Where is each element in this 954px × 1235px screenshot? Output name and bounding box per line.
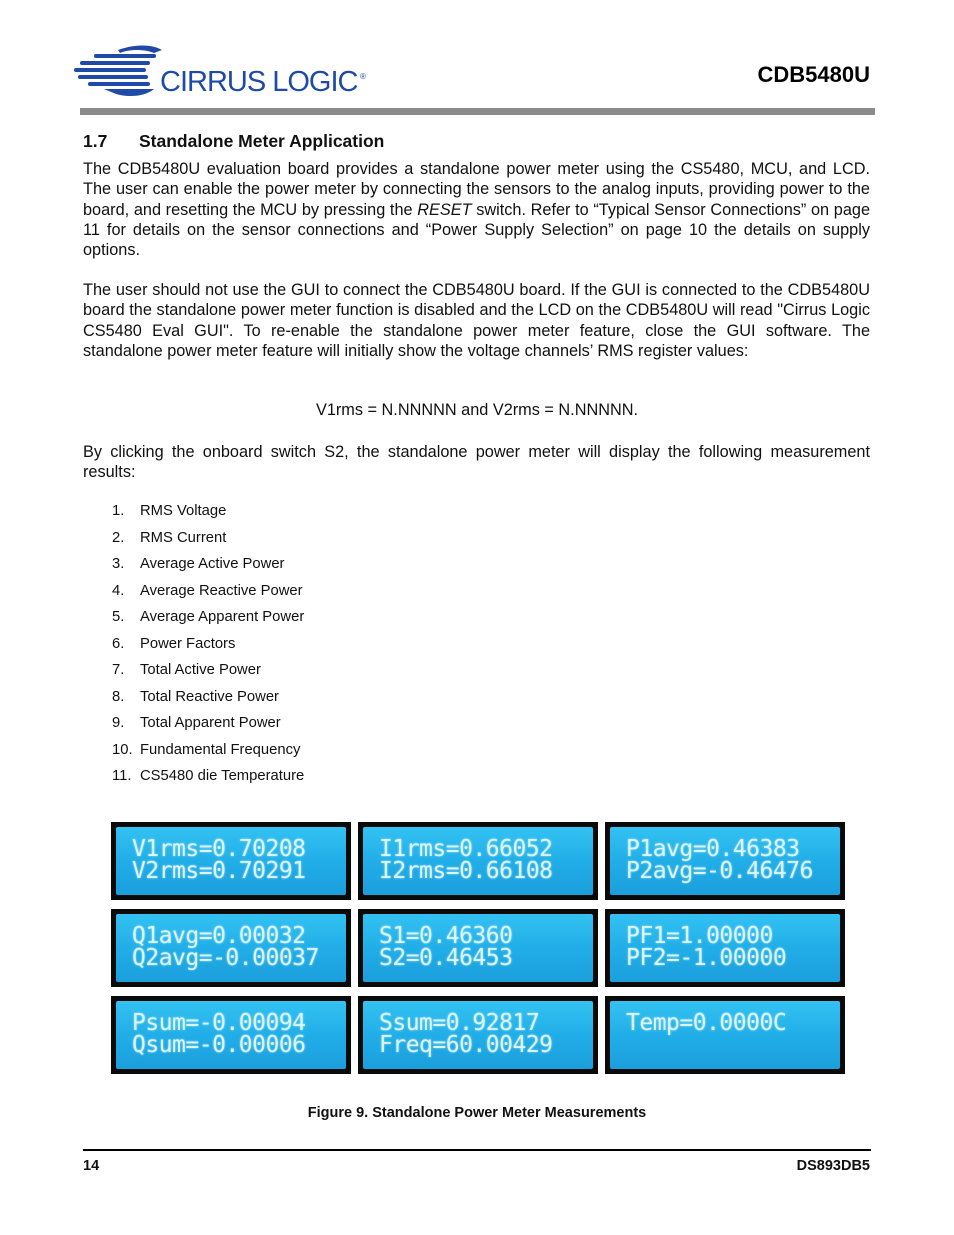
list-item-number: 11. [112,768,132,784]
page-number: 14 [83,1158,100,1174]
list-item-number: 5. [112,609,125,625]
list-item [112,687,304,714]
list-item [112,740,304,767]
section-title: Standalone Meter Application [139,131,385,151]
list-item [112,528,304,555]
lcd-panel [111,822,351,900]
lcd-line-2: I2rms=0.66108 [379,858,553,884]
lcd-panel [111,909,351,987]
document-title: CDB5480U [757,62,870,87]
lcd-screen [116,914,346,982]
list-item [112,581,304,608]
list-item [112,607,304,634]
list-item [112,766,304,793]
section-heading [83,131,384,152]
lcd-line-1: Ssum=0.92817 [379,1010,540,1036]
lcd-panel [358,822,598,900]
lcd-panel [111,996,351,1074]
list-item-label: Total Active Power [140,662,261,678]
lcd-screen [363,827,593,895]
list-item-label: Fundamental Frequency [140,741,301,758]
lcd-figure [111,822,845,1074]
list-item-label: RMS Current [140,529,227,546]
lcd-screen [116,827,346,895]
lcd-screen [610,827,840,895]
lcd-line-2: V2rms=0.70291 [132,858,306,884]
section-number: 1.7 [83,131,108,151]
list-item-number: 10. [112,741,133,758]
list-item-label: Total Reactive Power [140,688,279,705]
lcd-panel [358,996,598,1074]
lcd-panel [605,822,845,900]
list-item-number: 2. [112,529,125,546]
document-code: DS893DB5 [796,1158,870,1174]
lcd-screen [116,1001,346,1069]
list-item-number: 1. [112,503,125,519]
lcd-line-2: P2avg=-0.46476 [626,858,813,884]
lcd-panel [605,909,845,987]
list-item-number: 4. [112,582,125,599]
logo-wordmark: CIRRUS LOGIC [160,66,358,98]
list-item [112,634,304,661]
logo-registered-mark: ® [360,72,366,81]
lcd-line-1: V1rms=0.70208 [132,836,306,862]
list-item-label: Average Reactive Power [140,582,303,599]
list-item-label: Power Factors [140,635,236,652]
list-item [112,660,304,687]
list-item [112,554,304,581]
list-item-number: 8. [112,688,125,705]
list-item-label: CS5480 die Temperature [140,768,305,784]
list-item-label: Average Active Power [140,556,285,572]
lcd-line-2: PF2=-1.00000 [626,945,787,971]
lcd-line-2: Q2avg=-0.00037 [132,945,319,971]
list-item-label: Average Apparent Power [140,609,305,625]
lcd-panel [605,996,845,1074]
paragraph-switch-s2: By clicking the onboard switch S2, the standalone power meter will display the following measurement results: [83,443,870,482]
list-item-number: 7. [112,662,125,678]
paragraph-intro [83,159,870,260]
lcd-line-1: Q1avg=0.00032 [132,923,306,949]
lcd-line-2: S2=0.46453 [379,945,513,971]
paragraph-intro-text-a: The CDB5480U evaluation board provides a standalone power meter using the CS5480, MCU, and LCD. The user can enable the power meter by connecting the sensors to the analog inputs, providing power to the board, and resetting the MCU by pressing the [83,160,870,219]
lcd-screen [363,914,593,982]
figure-caption: Figure 9. Standalone Power Meter Measurements [307,1105,647,1121]
lcd-line-1: P1avg=0.46383 [626,836,800,862]
list-item [112,501,304,528]
list-item [112,713,304,740]
list-item-number: 3. [112,556,125,572]
lcd-screen [610,914,840,982]
measurement-list [112,501,304,793]
lcd-panel [358,909,598,987]
list-item-label: Total Apparent Power [140,715,281,731]
lcd-line-1: S1=0.46360 [379,923,513,949]
lcd-line-2: Freq=60.00429 [379,1032,553,1058]
list-item-number: 6. [112,635,125,652]
lcd-line-1: Temp=0.0000C [626,1010,787,1036]
paragraph-intro-text-b: switch. Refer to “Typical Sensor Connections” on page 11 for details on the sensor connections and “Power Supply Selection” on page 10 the details on supply options. [83,200,870,260]
lcd-line-2: Qsum=-0.00006 [132,1032,306,1058]
paragraph-gui-warning: The user should not use the GUI to connect the CDB5480U board. If the GUI is connected to the CDB5480U board the standalone power meter function is disabled and the LCD on the CDB5480U will read "Cirrus Logic CS5480 Eval GUI". To re-enable the standalone power meter feature, close the GUI software. The standalone power meter feature will initially show the voltage channels’ RMS register values: [83,281,870,360]
lcd-line-1: PF1=1.00000 [626,923,773,949]
lcd-line-1: I1rms=0.66052 [379,836,553,862]
equation-rms-format: V1rms = N.NNNNN and V2rms = N.NNNNN. [315,401,639,419]
list-item-number: 9. [112,715,125,731]
list-item-label: RMS Voltage [140,503,227,519]
footer-divider [83,1149,871,1151]
lcd-screen [363,1001,593,1069]
header-divider [80,108,875,115]
lcd-line-1: Psum=-0.00094 [132,1010,306,1036]
lcd-screen [610,1001,840,1069]
reset-switch-term: RESET [417,200,472,219]
